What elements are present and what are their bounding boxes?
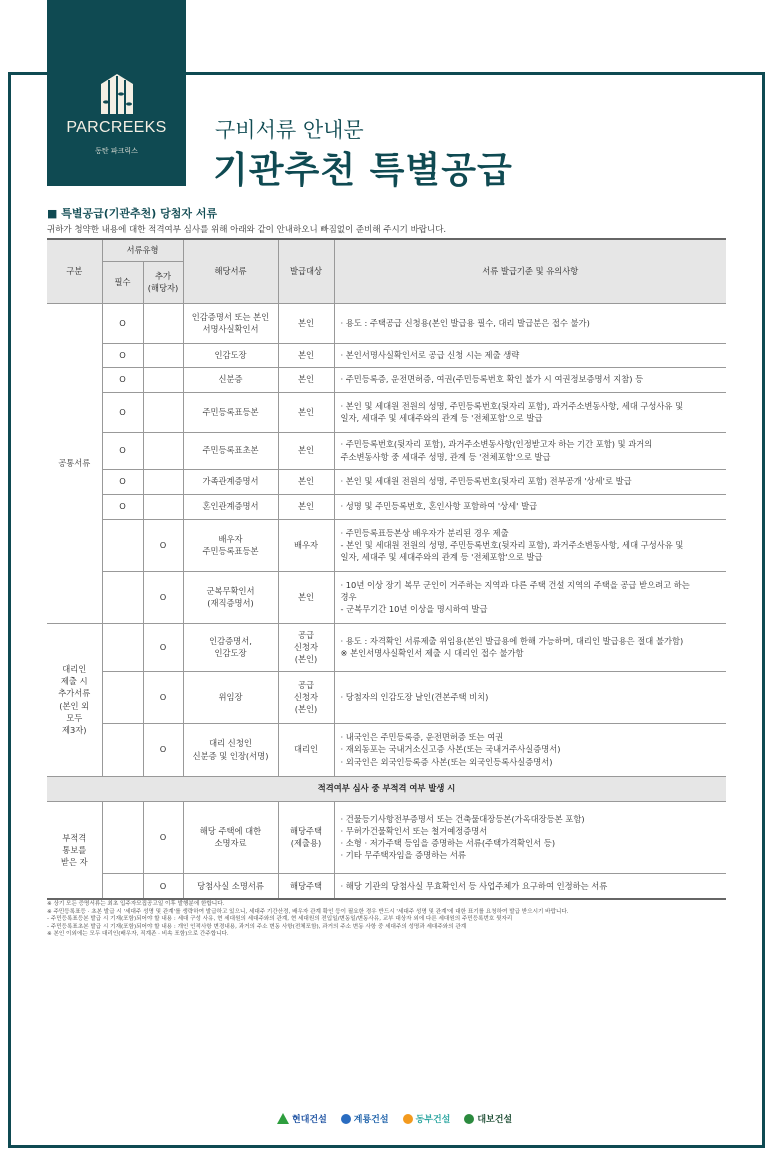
required-mark xyxy=(102,571,143,623)
category-cell: 부적격 통보를 받은 자 xyxy=(47,801,102,899)
document-name: 당첨사실 소명서류 xyxy=(183,873,278,899)
criteria-note: · 용도 : 자격확인 서류제출 위임용(본인 발급용에 한해 가능하며, 대리인 발급용은 절대 불가함) ※ 본인서명사실확인서 제출 시 대리인 접수 불가함 xyxy=(334,623,726,671)
table-row xyxy=(47,392,726,432)
header-document: 해당서류 xyxy=(183,239,278,303)
builder-logo xyxy=(277,1112,327,1125)
criteria-note: · 건물등기사항전부증명서 또는 건축물대장등본(가옥대장등본 포함) · 무허가건물확인서 또는 철거예정증명서 · 소형 · 저가주택 등임을 증명하는 서류(주택가격확인서 등) · 기타 무주택자임을 증명하는 서류 xyxy=(334,801,726,873)
doc-title: 기관추천 특별공급 xyxy=(213,150,513,191)
header-target: 발급대상 xyxy=(278,239,334,303)
required-mark: O xyxy=(102,367,143,392)
issue-target: 본인 xyxy=(278,343,334,367)
criteria-note: · 본인 및 세대원 전원의 성명, 주민등록번호(뒷자리 포함), 과거주소변동사항, 세대 구성사유 및 일자, 세대주 및 세대주와의 관계 등 '전체포함'으로 발급 xyxy=(334,392,726,432)
issue-target: 본인 xyxy=(278,367,334,392)
building-logo-icon xyxy=(99,72,135,114)
criteria-note: · 본인 및 세대원 전원의 성명, 주민등록번호(뒷자리 포함) 전부공개 '상세'로 발급 xyxy=(334,469,726,494)
additional-mark: O xyxy=(143,723,183,776)
document-name: 주민등록표등본 xyxy=(183,392,278,432)
table-row xyxy=(47,432,726,469)
header-doc-type: 서류유형 xyxy=(102,239,183,261)
table-row xyxy=(47,723,726,776)
issue-target: 본인 xyxy=(278,469,334,494)
table-row xyxy=(47,494,726,519)
additional-mark: O xyxy=(143,671,183,723)
builder-name: 대보건설 xyxy=(477,1115,513,1125)
table-row xyxy=(47,623,726,671)
document-name: 신분증 xyxy=(183,367,278,392)
document-name: 대리 신청인 신분증 및 인장(서명) xyxy=(183,723,278,776)
criteria-note: · 당첨자의 인감도장 날인(견본주택 비치) xyxy=(334,671,726,723)
document-name: 인감증명서 또는 본인 서명사실확인서 xyxy=(183,303,278,343)
required-mark: O xyxy=(102,303,143,343)
issue-target: 본인 xyxy=(278,303,334,343)
builder-name: 동부건설 xyxy=(415,1115,451,1125)
required-mark xyxy=(102,873,143,899)
issue-target: 배우자 xyxy=(278,519,334,571)
issue-target: 해당주택 (제출용) xyxy=(278,801,334,873)
sun-icon xyxy=(403,1114,413,1124)
builder-logos xyxy=(277,1112,512,1125)
section-row-label: 적격여부 심사 중 부적격 여부 발생 시 xyxy=(47,776,726,801)
required-mark: O xyxy=(102,432,143,469)
table-row xyxy=(47,303,726,343)
issue-target: 대리인 xyxy=(278,723,334,776)
additional-mark xyxy=(143,432,183,469)
required-mark xyxy=(102,519,143,571)
additional-mark xyxy=(143,343,183,367)
criteria-note: · 용도 : 주택공급 신청용(본인 발급용 필수, 대리 발급분은 접수 불가) xyxy=(334,303,726,343)
issue-target: 공급 신청자 (본인) xyxy=(278,623,334,671)
additional-mark: O xyxy=(143,623,183,671)
document-name: 위임장 xyxy=(183,671,278,723)
issue-target: 본인 xyxy=(278,494,334,519)
circle-wave-icon xyxy=(341,1114,351,1124)
issue-target: 공급 신청자 (본인) xyxy=(278,671,334,723)
required-mark xyxy=(102,723,143,776)
criteria-note: · 주민등록번호(뒷자리 포함), 과거주소변동사항(인정받고자 하는 기간 포함) 및 과거의 주소변동사항 중 세대주 성명, 관계 등 '전체포함'으로 발급 xyxy=(334,432,726,469)
criteria-note: · 성명 및 주민등록번호, 혼인사항 포함하여 '상세' 발급 xyxy=(334,494,726,519)
additional-mark: O xyxy=(143,873,183,899)
additional-mark: O xyxy=(143,801,183,873)
brand-logo xyxy=(47,0,186,186)
document-name: 해당 주택에 대한 소명자료 xyxy=(183,801,278,873)
footnote-line: ※ 주민등록표등 · 초본 발급 시 '세대주 성명 및 관계'를 생략하여 발급하고 있으니, 세대주 기간산정, 배우자 관계 확인 등이 필요한 경우 반드시 '세대주 성명 및 관계'에 대한 표기를 요청하여 발급 받으시기 바랍니다. xyxy=(47,908,569,915)
builder-name: 현대건설 xyxy=(292,1115,327,1125)
table-row xyxy=(47,873,726,899)
issue-target: 해당주택 xyxy=(278,873,334,899)
category-cell: 대리인 제출 시 추가서류 (본인 외 모두 제3자) xyxy=(47,623,102,776)
triangle-icon xyxy=(277,1113,289,1124)
section-intro: 귀하가 청약한 내용에 대한 적격여부 심사를 위해 아래와 같이 안내하오니 빠짐없이 준비해 주시기 바랍니다. xyxy=(47,225,447,235)
criteria-note: · 본인서명사실확인서로 공급 신청 시는 제출 생략 xyxy=(334,343,726,367)
criteria-note: · 주민등록증, 운전면허증, 여권(주민등록번호 확인 불가 시 여권정보증명서 지참) 등 xyxy=(334,367,726,392)
document-name: 주민등록표초본 xyxy=(183,432,278,469)
additional-mark: O xyxy=(143,571,183,623)
header-criteria: 서류 발급기준 및 유의사항 xyxy=(334,239,726,303)
section-row xyxy=(47,776,726,801)
brand-name: PARCREEKS xyxy=(66,119,167,136)
builder-logo xyxy=(464,1112,512,1125)
issue-target: 본인 xyxy=(278,571,334,623)
issue-target: 본인 xyxy=(278,392,334,432)
issue-target: 본인 xyxy=(278,432,334,469)
builder-logo xyxy=(403,1112,451,1125)
criteria-note: · 10년 이상 장기 복무 군인이 거주하는 지역과 다른 주택 건설 지역의 주택을 공급 받으려고 하는 경우 - 군복무기간 10년 이상을 명시하여 발급 xyxy=(334,571,726,623)
document-name: 가족관계증명서 xyxy=(183,469,278,494)
leaf-icon xyxy=(464,1114,474,1124)
required-mark: O xyxy=(102,494,143,519)
required-mark: O xyxy=(102,343,143,367)
table-row xyxy=(47,571,726,623)
documents-table xyxy=(47,238,726,900)
table-row xyxy=(47,671,726,723)
document-name: 배우자 주민등록표등본 xyxy=(183,519,278,571)
table-row xyxy=(47,519,726,571)
footnotes xyxy=(47,901,569,939)
criteria-note: · 내국인은 주민등록증, 운전면허증 또는 여권 · 재외동포는 국내거소신고증 사본(또는 국내거주사실증명서) · 외국인은 외국인등록증 사본(또는 외국인등록사실증명서) xyxy=(334,723,726,776)
additional-mark xyxy=(143,392,183,432)
required-mark xyxy=(102,671,143,723)
table-row xyxy=(47,469,726,494)
table-row xyxy=(47,801,726,873)
additional-mark xyxy=(143,494,183,519)
section-heading: ■ 특별공급(기관추천) 당첨자 서류 xyxy=(47,207,218,220)
document-name: 군복무확인서 (재직증명서) xyxy=(183,571,278,623)
additional-mark xyxy=(143,303,183,343)
header-category: 구분 xyxy=(47,239,102,303)
criteria-note: · 주민등록표등본상 배우자가 분리된 경우 제출 - 본인 및 세대원 전원의 성명, 주민등록번호(뒷자리 포함), 과거주소변동사항, 세대 구성사유 및 일자, 세대주 및 세대주와의 관계 등 '전체포함'으로 발급 xyxy=(334,519,726,571)
header-additional: 추가 (해당자) xyxy=(143,261,183,303)
footnote-line: ※ 본인 이외에는 모두 대리인(배우자, 직계존 · 비속 포함)으로 간주합니다. xyxy=(47,931,229,938)
document-name: 인감도장 xyxy=(183,343,278,367)
required-mark xyxy=(102,801,143,873)
criteria-note: · 해당 기관의 당첨사실 무효확인서 등 사업주체가 요구하여 인정하는 서류 xyxy=(334,873,726,899)
document-name: 인감증명서, 인감도장 xyxy=(183,623,278,671)
builder-name: 계룡건설 xyxy=(353,1115,389,1125)
doc-subtitle: 구비서류 안내문 xyxy=(215,118,364,142)
table-row xyxy=(47,367,726,392)
footnote-line: - 주민등록표등본 발급 시 기재(포함)되어야 할 내용 : 세대 구성 사유, 현 세대원의 세대주와의 관계, 현 세대원의 전입일/변동일/변동사유, 교부 대상자 외에 다른 세대원의 주민등록번호 뒷자리 xyxy=(47,916,513,923)
document-name: 혼인관계증명서 xyxy=(183,494,278,519)
required-mark: O xyxy=(102,392,143,432)
required-mark xyxy=(102,623,143,671)
footnote-line: ※ 상기 모든 증명서류는 최초 입주자모집공고일 이후 발행분에 한합니다. xyxy=(47,901,225,907)
category-cell: 공통서류 xyxy=(47,303,102,623)
additional-mark xyxy=(143,367,183,392)
footnote-line: - 주민등록표초본 발급 시 기재(포함)되어야 할 내용 : 개인 인적사항 변경내용, 과거의 주소 변동 사항(전체포함), 과거의 주소 변동 사항 중 세대주의 성명과 세대주와의 관계 xyxy=(47,923,467,930)
brand-subtitle: 동탄 파크릭스 xyxy=(95,147,138,155)
required-mark: O xyxy=(102,469,143,494)
builder-logo xyxy=(341,1112,389,1125)
additional-mark xyxy=(143,469,183,494)
additional-mark: O xyxy=(143,519,183,571)
header-required: 필수 xyxy=(102,261,143,303)
table-row xyxy=(47,343,726,367)
